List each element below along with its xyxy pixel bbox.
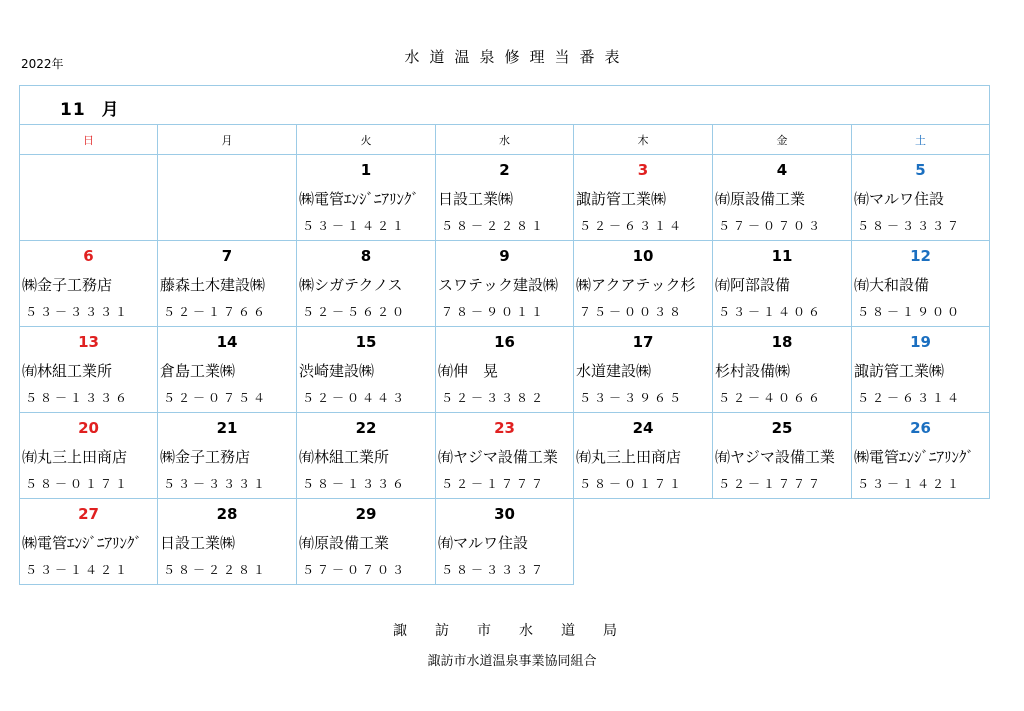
day-cell xyxy=(297,241,436,327)
company-name: ㈱電管ｴﾝｼﾞﾆｱﾘﾝｸﾞ xyxy=(299,190,420,208)
day-number: 17 xyxy=(632,333,654,351)
day-cell xyxy=(158,327,297,413)
phone-number: ５２－０７５４ xyxy=(163,391,269,405)
phone-number: ５３－１４２１ xyxy=(302,219,408,233)
day-number: 18 xyxy=(771,333,793,351)
day-number: 26 xyxy=(910,419,931,437)
page-title: 水道温泉修理当番表 xyxy=(404,48,630,66)
day-cell xyxy=(574,241,713,327)
company-name: 諏訪管工業㈱ xyxy=(576,190,667,208)
day-cell xyxy=(574,327,713,413)
company-name: スワテック建設㈱ xyxy=(438,276,559,294)
day-number: 3 xyxy=(637,161,649,179)
footer-association: 諏訪市水道温泉事業協同組合 xyxy=(427,654,597,669)
company-name: 渋崎建設㈱ xyxy=(299,362,375,380)
day-cell xyxy=(713,241,852,327)
month-title xyxy=(60,95,120,120)
day-number: 12 xyxy=(910,247,931,265)
day-number: 8 xyxy=(360,247,372,265)
company-name: ㈲ヤジマ設備工業 xyxy=(715,448,835,466)
day-cell xyxy=(297,413,436,499)
phone-number: ５２－１７７７ xyxy=(718,477,824,491)
day-number: 4 xyxy=(776,161,788,179)
day-number: 7 xyxy=(221,247,233,265)
company-name: 日設工業㈱ xyxy=(160,534,236,552)
month-number: 11 xyxy=(60,100,86,120)
phone-number: ５８－３３３７ xyxy=(857,219,963,233)
phone-number: ５２－４０６６ xyxy=(718,391,824,405)
weekday-header: 土 xyxy=(852,125,990,155)
day-cell xyxy=(20,499,158,585)
footer-organization: 諏訪市水道局 xyxy=(393,623,645,639)
company-name: ㈱電管ｴﾝｼﾞﾆｱﾘﾝｸﾞ xyxy=(22,534,143,552)
phone-number: ７５－００３８ xyxy=(579,305,685,319)
day-number: 24 xyxy=(632,419,654,437)
company-name: ㈲伸 晃 xyxy=(438,362,499,380)
day-cell xyxy=(713,413,852,499)
year-label: 2022年 xyxy=(21,57,64,71)
day-number: 29 xyxy=(355,505,377,523)
week-row xyxy=(20,413,990,499)
phone-number: ５２－０４４３ xyxy=(302,391,408,405)
company-name: ㈲原設備工業 xyxy=(299,534,390,552)
phone-number: ５２－１７６６ xyxy=(163,305,269,319)
day-cell xyxy=(852,155,990,241)
day-number: 9 xyxy=(499,247,510,265)
week-row xyxy=(20,155,990,241)
day-cell xyxy=(436,241,574,327)
day-cell xyxy=(297,499,436,585)
day-number: 27 xyxy=(78,505,99,523)
day-number: 5 xyxy=(915,161,926,179)
day-cell xyxy=(20,413,158,499)
weekday-header-row xyxy=(20,125,990,155)
phone-number: ５３－１４０６ xyxy=(718,305,824,319)
phone-number: ５８－３３３７ xyxy=(441,563,547,577)
phone-number: ５８－０１７１ xyxy=(25,477,131,491)
company-name: 藤森土木建設㈱ xyxy=(160,276,266,294)
company-name: 諏訪管工業㈱ xyxy=(854,362,945,380)
empty-day-cell xyxy=(20,155,158,241)
day-cell xyxy=(852,241,990,327)
day-number: 15 xyxy=(355,333,377,351)
company-name: 杉村設備㈱ xyxy=(715,362,791,380)
company-name: ㈱金子工務店 xyxy=(22,276,113,294)
company-name: ㈱シガテクノス xyxy=(299,276,403,294)
day-number: 25 xyxy=(771,419,793,437)
day-number: 14 xyxy=(216,333,238,351)
day-number: 22 xyxy=(355,419,377,437)
day-number: 16 xyxy=(494,333,515,351)
day-cell xyxy=(20,241,158,327)
company-name: ㈲丸三上田商店 xyxy=(22,448,128,466)
company-name: 倉島工業㈱ xyxy=(160,362,236,380)
weekday-header: 木 xyxy=(574,125,713,155)
phone-number: ５２－６３１４ xyxy=(857,391,963,405)
day-cell xyxy=(852,327,990,413)
day-cell xyxy=(574,155,713,241)
day-cell xyxy=(713,327,852,413)
calendar-weeks xyxy=(20,155,990,585)
phone-number: ７８－９０１１ xyxy=(441,305,547,319)
company-name: ㈲原設備工業 xyxy=(715,190,806,208)
phone-number: ５７－０７０３ xyxy=(302,563,408,577)
duty-calendar xyxy=(19,85,990,585)
phone-number: ５８－１９００ xyxy=(857,305,963,319)
company-name: ㈲マルワ住設 xyxy=(854,190,945,208)
week-row xyxy=(20,241,990,327)
company-name: ㈲丸三上田商店 xyxy=(576,448,682,466)
phone-number: ５８－２２８１ xyxy=(163,563,269,577)
company-name: 日設工業㈱ xyxy=(438,190,514,208)
day-cell xyxy=(158,499,297,585)
company-name: ㈱金子工務店 xyxy=(160,448,251,466)
day-cell xyxy=(436,413,574,499)
empty-day-cell xyxy=(158,155,297,241)
day-cell xyxy=(158,241,297,327)
phone-number: ５２－６３１４ xyxy=(579,219,685,233)
company-name: ㈲大和設備 xyxy=(854,276,930,294)
day-cell xyxy=(436,327,574,413)
phone-number: ５３－３３３１ xyxy=(163,477,269,491)
phone-number: ５３－３９６５ xyxy=(579,391,685,405)
company-name: ㈲阿部設備 xyxy=(715,276,791,294)
company-name: ㈲林組工業所 xyxy=(299,448,390,466)
company-name: 水道建設㈱ xyxy=(576,362,652,380)
day-cell xyxy=(436,499,574,585)
day-cell xyxy=(436,155,574,241)
month-header xyxy=(20,86,990,125)
day-number: 10 xyxy=(632,247,654,265)
company-name: ㈲林組工業所 xyxy=(22,362,113,380)
weekday-header: 金 xyxy=(713,125,852,155)
phone-number: ５８－１３３６ xyxy=(25,391,131,405)
phone-number: ５２－３３８２ xyxy=(441,391,547,405)
day-cell xyxy=(852,413,990,499)
day-cell xyxy=(20,327,158,413)
company-name: ㈲マルワ住設 xyxy=(438,534,529,552)
month-label: 月 xyxy=(101,100,120,120)
week-row xyxy=(20,327,990,413)
day-cell xyxy=(297,155,436,241)
phone-number: ５２－１７７７ xyxy=(441,477,547,491)
phone-number: ５３－１４２１ xyxy=(25,563,131,577)
day-cell xyxy=(574,413,713,499)
day-cell xyxy=(158,413,297,499)
day-number: 20 xyxy=(78,419,99,437)
weekday-header: 月 xyxy=(158,125,297,155)
weekday-header: 水 xyxy=(436,125,574,155)
day-number: 28 xyxy=(216,505,238,523)
day-number: 6 xyxy=(83,247,94,265)
phone-number: ５３－３３３１ xyxy=(25,305,131,319)
day-number: 23 xyxy=(494,419,515,437)
blank-area xyxy=(574,499,990,585)
company-name: ㈲ヤジマ設備工業 xyxy=(438,448,558,466)
phone-number: ５８－２２８１ xyxy=(441,219,547,233)
day-number: 13 xyxy=(78,333,99,351)
day-number: 1 xyxy=(360,161,372,179)
day-number: 2 xyxy=(499,161,510,179)
weekday-header: 日 xyxy=(20,125,158,155)
day-number: 30 xyxy=(494,505,515,523)
phone-number: ５７－０７０３ xyxy=(718,219,824,233)
day-cell xyxy=(297,327,436,413)
phone-number: ５２－５６２０ xyxy=(302,305,408,319)
weekday-header: 火 xyxy=(297,125,436,155)
phone-number: ５８－０１７１ xyxy=(579,477,685,491)
week-row xyxy=(20,499,990,585)
day-number: 19 xyxy=(910,333,931,351)
day-number: 21 xyxy=(216,419,238,437)
day-number: 11 xyxy=(771,247,793,265)
phone-number: ５８－１３３６ xyxy=(302,477,408,491)
day-cell xyxy=(713,155,852,241)
phone-number: ５３－１４２１ xyxy=(857,477,963,491)
company-name: ㈱アクアテック杉 xyxy=(576,276,696,294)
company-name: ㈱電管ｴﾝｼﾞﾆｱﾘﾝｸﾞ xyxy=(854,448,975,466)
